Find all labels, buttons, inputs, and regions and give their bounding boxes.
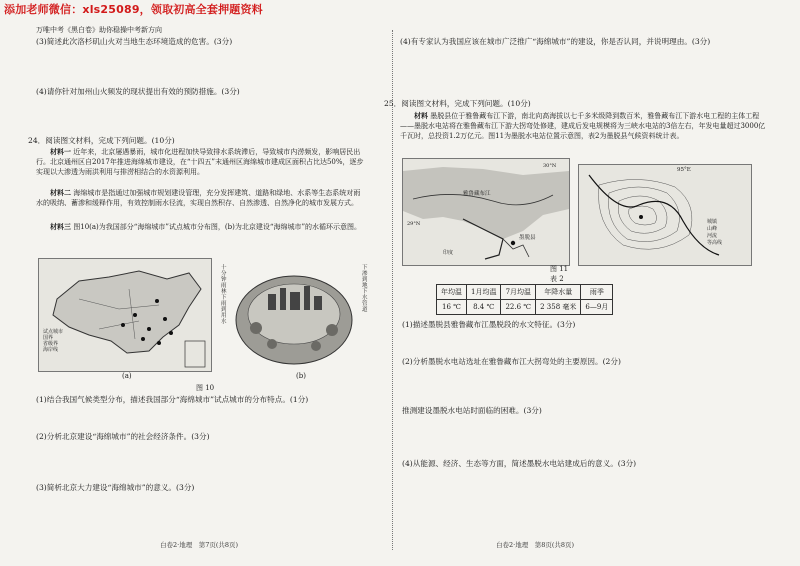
map-b-label: (b) — [296, 372, 306, 380]
figure-11-location-map — [402, 158, 570, 266]
left-footer: 白卷2·地理 第7页(共8页) — [160, 541, 239, 549]
climate-table — [436, 284, 613, 315]
q24-material2 — [36, 188, 366, 208]
legend-item: 省级界 — [43, 341, 59, 347]
table-header: 年均温 — [437, 285, 467, 300]
china-outline-icon — [39, 259, 211, 371]
table-header: 7月均温 — [501, 285, 536, 300]
q25-2: (2)分析墨脱水电站选址在雅鲁藏布江大拐弯处的主要原因。(2分) — [402, 357, 621, 366]
figure-10-caption: 图 10 — [196, 384, 215, 392]
q25-3: 推测建设墨脱水电站时面临的困难。(3分) — [402, 406, 542, 415]
map-a-label: (a) — [122, 372, 132, 380]
legend-item: 海岸线 — [43, 347, 59, 353]
map-a-legend — [43, 329, 63, 353]
q24-material3 — [36, 222, 366, 232]
q24-3: (3)简析北京大力建设“海绵城市”的意义。(3分) — [36, 483, 195, 492]
legend-item: 山峰 — [707, 226, 718, 232]
vertical-label-left: 十分钟雨林下雨到用水 — [221, 265, 227, 325]
map-label: 雅鲁藏布江 — [463, 191, 491, 197]
q23-3: (3)简述此次洛杉矶山火对当地生态环境造成的危害。(3分) — [36, 37, 233, 46]
material2-label: 材料二 — [50, 188, 71, 197]
figure-11-legend — [707, 219, 722, 247]
legend-item: 河流 — [707, 233, 718, 239]
map-label: 墨脱县 — [519, 235, 536, 241]
table-header: 雨季 — [581, 285, 613, 300]
legend-item: 试点城市 — [43, 329, 64, 335]
q25-title: 25．阅读图文材料，完成下列问题。(10分) — [384, 99, 531, 108]
q24-title: 24．阅读图文材料，完成下列问题。(10分) — [28, 136, 175, 145]
sponge-city-diagram-icon — [232, 258, 356, 370]
table-cell: 16 ℃ — [437, 300, 467, 315]
q25-4: (4)从能源、经济、生态等方面，简述墨脱水电站建成后的意义。(3分) — [402, 459, 637, 468]
table-header: 1月均温 — [467, 285, 501, 300]
table-2-caption: 表 2 — [550, 275, 564, 283]
table-row — [437, 285, 613, 300]
legend-item: 城镇 — [707, 219, 718, 225]
legend-item: 国界 — [43, 335, 54, 341]
table-header: 年降水量 — [536, 285, 581, 300]
right-footer: 白卷2·地理 第8页(共8页) — [496, 541, 575, 549]
figure-10b-sponge-city — [232, 258, 356, 370]
figure-11-detail-map — [578, 164, 752, 266]
header-note: 万唯中考《黑白卷》助你稳操中考新方向 — [36, 26, 162, 34]
contour-map-icon — [579, 165, 751, 265]
q25-material-label: 材料 — [414, 111, 428, 120]
material3-label: 材料三 — [50, 222, 71, 231]
q25-1: (1)描述墨脱县雅鲁藏布江墨脱段的水文特征。(3分) — [402, 320, 576, 329]
figure-11-caption: 图 11 — [550, 265, 569, 273]
map-label: 29°N — [407, 221, 421, 227]
table-row — [437, 300, 613, 315]
table-cell: 2 358 毫米 — [536, 300, 581, 315]
legend-item: 等高线 — [707, 240, 723, 246]
right-page — [384, 0, 800, 566]
figure-10a-china-map — [38, 258, 212, 372]
map-label: 95°E — [677, 167, 691, 173]
material1-label: 材料一 — [50, 147, 71, 156]
map-label: 印度 — [443, 250, 454, 256]
material2-text: 海绵城市是指通过加强城市规划建设管理，充分发挥建筑、道路和绿地、水系等生态系统对雨水的吸纳、蓄渗和缓释作用，有效控制雨水径流，实现自然积存、自然渗透、自然净化的城市发展方式。 — [36, 189, 361, 208]
q24-1: (1)结合我国气候类型分布，描述我国部分“海绵城市”试点城市的分布特点。(1分) — [36, 395, 309, 404]
table-cell: 8.4 ℃ — [467, 300, 501, 315]
q23-4-side: (4)有专家认为我国应该在城市广泛推广“海绵城市”的建设，你是否认同，并说明理由。(3分) — [400, 37, 711, 46]
q25-material-text: 墨脱县位于雅鲁藏布江下游，南北向高海拔以七千多米级降到数百米，雅鲁藏布江下游水电工程的主体工程——墨脱水电站将在雅鲁藏布江下游大拐弯处修建，建成后发电规模将为三峡水电站的3倍左右，年发电量超过3000亿千瓦时，总投资1.2万亿元。图11为墨脱水电站位置示意图，表2为墨脱县气候资料统计表。 — [400, 112, 766, 141]
ad-banner: 添加老师微信：xls25089，领取初高全套押题资料 — [4, 3, 263, 16]
material3-text: 图10(a)为我国部分“海绵城市”试点城市分布图，(b)为北京建设“海绵城市”的水循环示意图。 — [73, 223, 362, 231]
left-page — [0, 0, 390, 566]
table-cell: 6—9月 — [581, 300, 613, 315]
q24-2: (2)分析北京建设“海绵城市”的社会经济条件。(3分) — [36, 432, 210, 441]
q24-material1 — [36, 147, 366, 178]
q23-4: (4)请你针对加州山火频发的现状提出有效的预防措施。(3分) — [36, 87, 240, 96]
table-cell: 22.6 ℃ — [501, 300, 536, 315]
q25-material — [400, 111, 768, 142]
map-label: 30°N — [543, 163, 557, 169]
material1-text: 近年来，北京屡遇暴雨，城市化进程加快导致排水系统滞后，导致城市内涝频发，影响居民出行。北京通州区自2017年推进海绵城市建设，在“十四五”末通州区海绵城市建成区面积占比达50%，逐步实现以大渗透为雨洪利用与排涝相结合的水资源利用。 — [36, 148, 364, 177]
tibet-map-icon — [403, 159, 569, 265]
vertical-label-right: 下渗到地下水管道 — [362, 265, 368, 313]
